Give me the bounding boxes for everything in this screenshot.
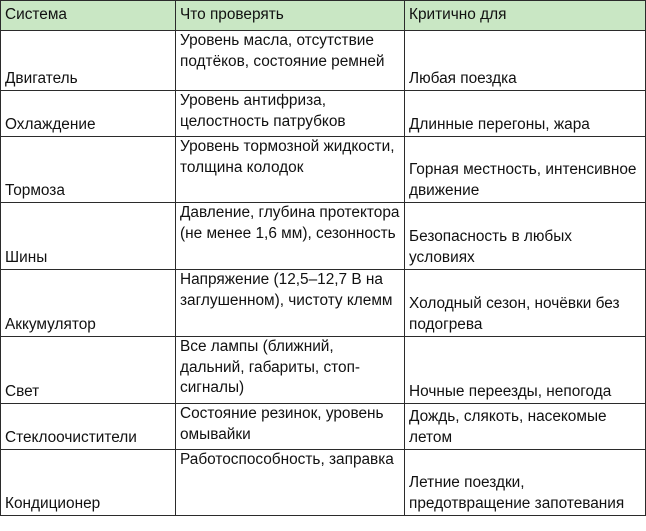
table-header [1, 1, 646, 31]
cell-critical: Горная местность, интенсивное движение [405, 137, 646, 203]
cell-check: Давление, глубина протектора (не менее 1,6 мм), сезонность [176, 203, 405, 270]
cell-check: Состояние резинок, уровень омывайки [176, 404, 405, 450]
header-system: Система [1, 1, 176, 31]
cell-critical: Дождь, слякоть, насекомые летом [405, 404, 646, 450]
table-row [1, 31, 646, 91]
header-check: Что проверять [176, 1, 405, 31]
table-row [1, 137, 646, 203]
cell-system: Двигатель [1, 31, 176, 91]
table-row [1, 337, 646, 404]
cell-system: Кондиционер [1, 450, 176, 516]
cell-critical: Холодный сезон, ночёвки без подогрева [405, 270, 646, 337]
table-row [1, 91, 646, 137]
header-row [1, 1, 646, 31]
cell-check: Уровень антифриза, целостность патрубков [176, 91, 405, 137]
table-row [1, 270, 646, 337]
cell-critical: Любая поездка [405, 31, 646, 91]
cell-system: Тормоза [1, 137, 176, 203]
cell-critical: Длинные перегоны, жара [405, 91, 646, 137]
cell-critical: Летние поездки, предотвращение запотевания [405, 450, 646, 516]
table-row [1, 450, 646, 516]
cell-system: Стеклоочистители [1, 404, 176, 450]
cell-critical: Ночные переезды, непогода [405, 337, 646, 404]
cell-system: Аккумулятор [1, 270, 176, 337]
cell-check: Уровень масла, отсутствие подтёков, состояние ремней [176, 31, 405, 91]
cell-system: Шины [1, 203, 176, 270]
cell-check: Уровень тормозной жидкости, толщина колодок [176, 137, 405, 203]
cell-system: Свет [1, 337, 176, 404]
table-body [1, 31, 646, 516]
cell-check: Все лампы (ближний, дальний, габариты, стоп-сигналы) [176, 337, 405, 404]
cell-system: Охлаждение [1, 91, 176, 137]
header-critical: Критично для [405, 1, 646, 31]
cell-critical: Безопасность в любых условиях [405, 203, 646, 270]
table-row [1, 203, 646, 270]
table-row [1, 404, 646, 450]
cell-check: Работоспособность, заправка [176, 450, 405, 516]
cell-check: Напряжение (12,5–12,7 В на заглушенном), чистоту клемм [176, 270, 405, 337]
